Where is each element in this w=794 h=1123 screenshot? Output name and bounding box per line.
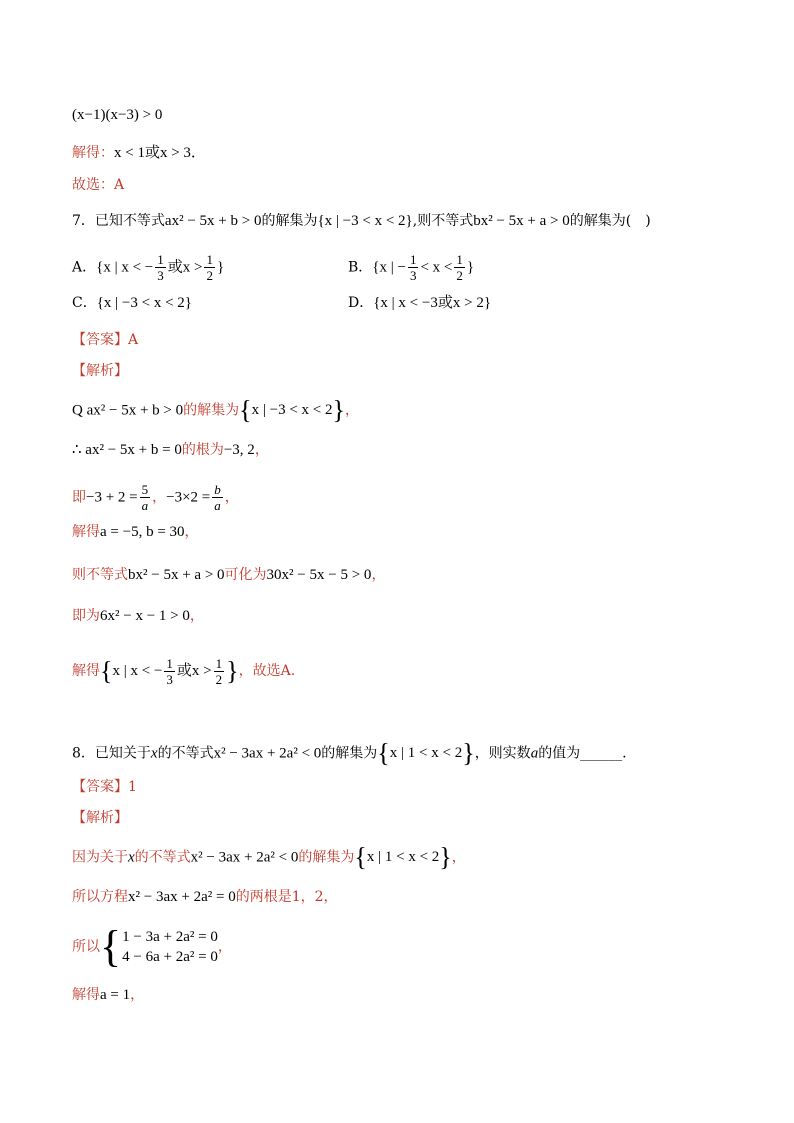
q7-stem-text-4: 的解集为( ) — [569, 213, 651, 229]
fraction-numerator: 1 — [206, 252, 213, 267]
brace-right: } — [226, 656, 239, 686]
q7-step-6 — [72, 607, 204, 625]
q8-stem-text-2: 的不等式 — [157, 745, 214, 762]
step-text-2: 可化为 — [224, 567, 267, 583]
step-punct: ， — [152, 489, 167, 506]
q8-stem-text-5: 的值为______. — [538, 745, 627, 762]
fraction-numerator: 1 — [166, 656, 173, 671]
q8-step-3 — [72, 922, 232, 971]
step-math-2: 30x² − 5x − 5 > 0 — [266, 567, 372, 583]
step-math: ax² − 5x + b = 0 — [85, 442, 182, 458]
fraction-numerator: 1 — [409, 252, 417, 267]
step-set: x | −3 < x < 2 — [251, 402, 333, 419]
fraction-numerator: 1 — [157, 252, 164, 267]
step-conclusion: ，故选A. — [238, 662, 296, 679]
because-symbol: Q — [72, 402, 87, 419]
factored-inequality: (x−1)(x−3) > 0 — [72, 107, 163, 123]
step-text: 所以方程 — [72, 889, 128, 905]
step-text: 则不等式 — [72, 567, 128, 583]
step-punct: ， — [189, 608, 204, 624]
step-text: 即为 — [72, 608, 100, 624]
q8-stem-var-a: a — [530, 745, 539, 762]
brace-left: { — [377, 739, 390, 768]
brace-left: { — [239, 396, 252, 425]
step-punct-2: ， — [224, 489, 239, 506]
step-math: a = −5, b = 30 — [100, 524, 185, 540]
step-set-text: x | x < − — [112, 662, 163, 679]
q8-stem-var-x: x — [150, 745, 158, 762]
q7-stem-inequality-1: ax² − 5x + b > 0 — [164, 213, 262, 229]
step-punct: ， — [451, 849, 466, 866]
q8-step-1 — [72, 845, 466, 871]
therefore-symbol: ∴ — [72, 442, 86, 458]
system-row-1: 1 − 3a + 2a² = 0 — [122, 929, 218, 945]
option-a-text: {x | x < − — [96, 259, 154, 276]
step-math-1: bx² − 5x + a > 0 — [128, 567, 225, 583]
step-text-2: 的不等式 — [134, 849, 191, 866]
step-text: 的根为 — [181, 442, 224, 458]
step-set-text-2: 或x > — [176, 662, 212, 679]
q7-option-a — [72, 252, 224, 283]
step-text: 即 — [72, 489, 86, 506]
q8-step-4 — [72, 986, 144, 1004]
brace-left: { — [100, 656, 113, 686]
q7-stem-text: 7．已知不等式 — [72, 213, 165, 229]
q8-stem — [72, 741, 627, 767]
fraction-denominator: 2 — [206, 268, 213, 283]
option-b-fraction-2 — [454, 252, 465, 283]
option-c-label: C． — [72, 295, 97, 311]
option-a-fraction-1 — [155, 252, 166, 283]
system-row-2: 4 − 6a + 2a² = 0 — [122, 949, 218, 965]
q7-option-b — [348, 252, 474, 283]
fraction-numerator: 1 — [215, 656, 223, 671]
option-d-text: {x | x < −3或x > 2} — [373, 295, 492, 311]
step-text: 因为关于 — [72, 849, 128, 866]
step-roots: 1，2， — [291, 889, 338, 905]
step-text: 的解集为 — [183, 402, 240, 419]
step-punct: ， — [254, 442, 269, 458]
option-a-text-2: 或x > — [167, 259, 203, 276]
answer-tag: 【答案】 — [72, 332, 128, 348]
q7-step-2 — [72, 441, 269, 459]
step-math: x² − 3ax + 2a² < 0 — [190, 849, 299, 866]
step-set: x | 1 < x < 2 — [366, 849, 440, 866]
step-fraction-2 — [212, 482, 223, 513]
step-punct: ， — [130, 987, 145, 1003]
q7-step-3 — [72, 482, 239, 513]
step-fraction-1 — [164, 656, 175, 687]
step-math: 6x² − x − 1 > 0 — [100, 608, 190, 624]
option-a-label: A． — [72, 259, 97, 276]
fraction-denominator: 2 — [456, 268, 463, 283]
fraction-denominator: 3 — [157, 268, 164, 283]
step-text-3: 的解集为 — [298, 849, 355, 866]
answer-tag: 【答案】 — [72, 779, 128, 795]
q7-stem — [72, 212, 651, 230]
q8-stem-text-3: 的解集为 — [321, 745, 378, 762]
solution-label: 解得： — [72, 145, 114, 161]
q7-step-5 — [72, 566, 385, 584]
q7-stem-text-2: 的解集为 — [261, 213, 318, 229]
step-punct: ， — [184, 524, 199, 540]
option-d-label: D． — [348, 295, 374, 311]
q7-step-4 — [72, 523, 199, 541]
system-brace: { — [100, 922, 122, 971]
brace-left: { — [354, 843, 367, 872]
q8-answer — [72, 778, 137, 796]
option-b-label: B． — [348, 259, 373, 276]
q8-analysis-tag: 【解析】 — [72, 810, 128, 826]
brace-right: } — [462, 739, 475, 768]
q7-stem-set: {x | −3 < x < 2} — [317, 213, 413, 229]
answer-value: A — [128, 332, 139, 348]
brace-right: } — [439, 843, 452, 872]
fraction-denominator: a — [141, 498, 149, 513]
step-math-2: −3×2 = — [166, 489, 211, 506]
q7-step-1 — [72, 398, 359, 424]
q7-stem-text-3: ,则不等式 — [412, 213, 474, 229]
step-punct: ， — [371, 567, 386, 583]
step-fraction-2 — [214, 656, 225, 687]
step-text: 解得 — [72, 987, 100, 1003]
q7-answer — [72, 331, 138, 349]
option-b-text: {x | − — [372, 259, 406, 276]
fraction-denominator: 3 — [166, 672, 173, 687]
step-fraction-1 — [140, 482, 151, 513]
step-math: x² − 3ax + 2a² = 0 — [128, 889, 236, 905]
q7-stem-inequality-2: bx² − 5x + a > 0 — [473, 213, 570, 229]
solution-line — [72, 144, 206, 162]
option-b-text-3: } — [466, 259, 475, 276]
step-text: 所以 — [72, 939, 100, 955]
fraction-denominator: 2 — [215, 672, 223, 687]
step-punct: ， — [345, 402, 359, 419]
q7-option-c — [72, 294, 192, 312]
solution-math: x < 1或x > 3． — [114, 145, 206, 161]
q8-stem-text-4: ，则实数 — [474, 745, 531, 762]
q8-stem-inequality: x² − 3ax + 2a² < 0 — [213, 745, 322, 762]
step-math: a = 1 — [100, 987, 131, 1003]
option-b-text-2: < x < — [420, 259, 453, 276]
step-math: ax² − 5x + b > 0 — [86, 402, 184, 419]
step-text: 解得 — [72, 524, 100, 540]
option-a-fraction-2 — [204, 252, 215, 283]
fraction-numerator: 5 — [141, 482, 149, 497]
step-text: 解得 — [72, 662, 100, 679]
step-roots: −3, 2 — [223, 442, 255, 458]
q8-stem-set: x | 1 < x < 2 — [389, 745, 463, 762]
step-var-x: x — [128, 849, 135, 866]
step-punct: ， — [217, 939, 232, 955]
fraction-denominator: a — [214, 498, 221, 513]
option-b-fraction-1 — [408, 252, 419, 283]
option-a-text-3: } — [216, 259, 225, 276]
q8-step-2 — [72, 888, 338, 906]
step-math-1: −3 + 2 = — [86, 489, 138, 506]
q7-step-7 — [72, 656, 295, 687]
step-text-2: 的两根是 — [235, 889, 292, 905]
answer-value: 1 — [128, 779, 137, 795]
equation-system — [100, 922, 218, 971]
q7-option-d — [348, 294, 491, 312]
choice-line: 故选：A — [72, 177, 125, 193]
brace-right: } — [332, 396, 345, 425]
option-c-text: {x | −3 < x < 2} — [96, 295, 192, 311]
fraction-numerator: b — [214, 482, 221, 497]
q7-analysis-tag: 【解析】 — [72, 363, 128, 379]
fraction-denominator: 3 — [409, 268, 417, 283]
q8-stem-text: 8．已知关于 — [72, 745, 151, 762]
fraction-numerator: 1 — [456, 252, 463, 267]
